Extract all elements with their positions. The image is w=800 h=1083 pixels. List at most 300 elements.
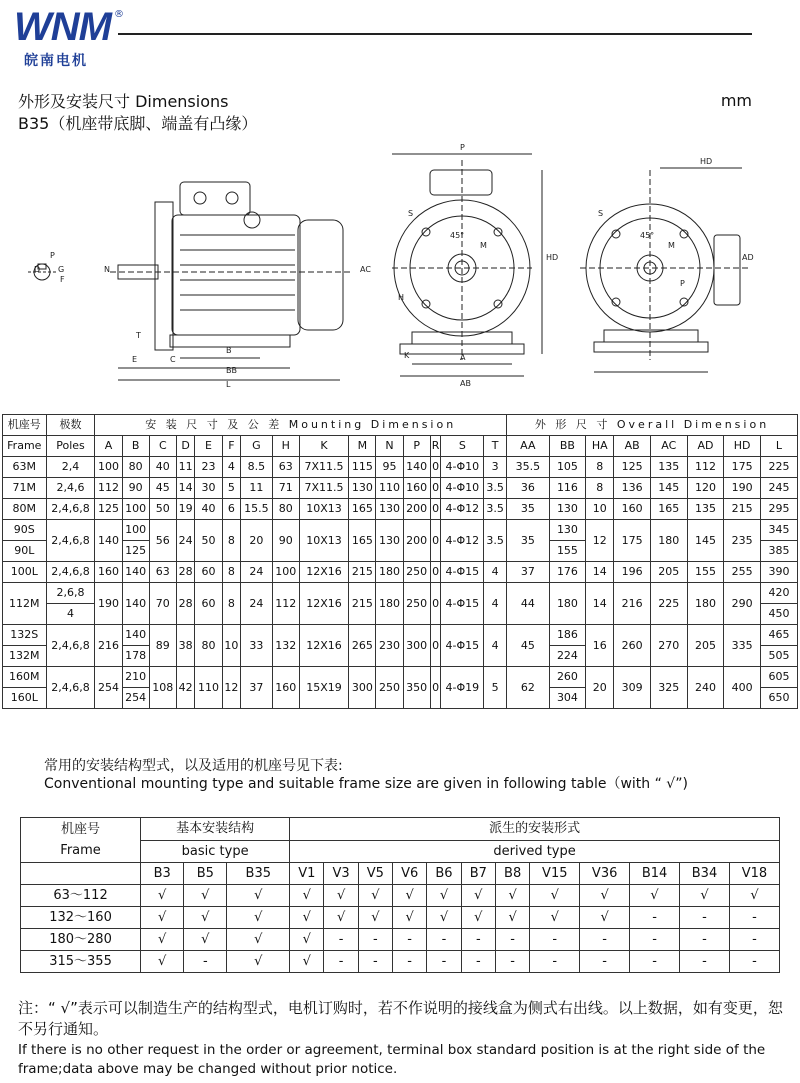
drawing-label: 45° bbox=[640, 231, 655, 240]
value-cell: 5 bbox=[222, 478, 241, 499]
frame-cell: 112M bbox=[3, 583, 47, 625]
drawing-label: G bbox=[58, 265, 65, 274]
value-cell: 4-Φ15 bbox=[441, 562, 484, 583]
mark-cell: √ bbox=[427, 885, 461, 907]
column-header: V18 bbox=[729, 863, 779, 885]
column-header: V15 bbox=[530, 863, 580, 885]
drawing-label: P bbox=[50, 251, 55, 260]
value-cell: 145 bbox=[650, 478, 687, 499]
value-cell: 205 bbox=[687, 625, 724, 667]
value-cell: 80 bbox=[122, 457, 149, 478]
mark-cell: √ bbox=[184, 907, 227, 929]
mark-cell: - bbox=[358, 951, 392, 973]
value-cell: 3.5 bbox=[484, 499, 507, 520]
value-cell: 216 bbox=[95, 625, 122, 667]
logo-wordmark: WNM bbox=[14, 5, 111, 49]
value-cell: 250 bbox=[403, 562, 430, 583]
value-cell: 37 bbox=[507, 562, 550, 583]
column-header: V5 bbox=[358, 863, 392, 885]
value-cell: 205 bbox=[650, 562, 687, 583]
value-cell: 155 bbox=[687, 562, 724, 583]
value-cell: 160 bbox=[95, 562, 122, 583]
value-cell: 216 bbox=[614, 583, 651, 625]
value-cell: 5 bbox=[484, 667, 507, 709]
value-cell: 10X13 bbox=[299, 499, 348, 520]
drawing-label: S bbox=[408, 209, 414, 218]
value-cell: 10 bbox=[222, 625, 241, 667]
value-cell: 100 bbox=[95, 457, 122, 478]
mark-cell: √ bbox=[227, 885, 290, 907]
value-cell: 225 bbox=[760, 457, 797, 478]
value-cell: 116 bbox=[549, 478, 586, 499]
value-cell: 140 bbox=[95, 520, 122, 562]
drawing-label: HD bbox=[700, 157, 713, 166]
mark-cell: - bbox=[184, 951, 227, 973]
value-cell: 62 bbox=[507, 667, 550, 709]
value-cell: 175 bbox=[614, 520, 651, 562]
mark-cell: √ bbox=[290, 951, 324, 973]
value-cell: 120 bbox=[687, 478, 724, 499]
value-cell: 160 bbox=[272, 667, 299, 709]
value-cell: 420 bbox=[760, 583, 797, 604]
value-cell: 45 bbox=[507, 625, 550, 667]
value-cell: 176 bbox=[549, 562, 586, 583]
value-cell: 12X16 bbox=[299, 583, 348, 625]
column-header: D bbox=[176, 436, 195, 457]
value-cell: 196 bbox=[614, 562, 651, 583]
value-cell: 0 bbox=[430, 520, 441, 562]
mark-cell: √ bbox=[324, 907, 358, 929]
value-cell: 325 bbox=[650, 667, 687, 709]
value-cell: 160 bbox=[614, 499, 651, 520]
unit-label: mm bbox=[720, 91, 752, 110]
header-derived-zh: 派生的安装形式 bbox=[290, 818, 780, 841]
column-header: AB bbox=[614, 436, 651, 457]
frame-cell: 90L bbox=[3, 541, 47, 562]
column-header: V36 bbox=[580, 863, 630, 885]
table-row bbox=[3, 457, 798, 478]
column-header: V3 bbox=[324, 863, 358, 885]
value-cell: 0 bbox=[430, 562, 441, 583]
column-header: AC bbox=[650, 436, 687, 457]
mark-cell: - bbox=[324, 951, 358, 973]
value-cell: 6 bbox=[222, 499, 241, 520]
value-cell: 140 bbox=[122, 562, 149, 583]
value-cell: 0 bbox=[430, 583, 441, 625]
value-cell: 28 bbox=[176, 583, 195, 625]
value-cell: 24 bbox=[241, 562, 273, 583]
mark-cell: - bbox=[427, 951, 461, 973]
drawing-label: AC bbox=[360, 265, 371, 274]
mark-cell: - bbox=[324, 929, 358, 951]
mark-cell: √ bbox=[495, 907, 529, 929]
value-cell: 0 bbox=[430, 499, 441, 520]
drawing-label: 45° bbox=[450, 231, 465, 240]
header-poles: Poles bbox=[46, 436, 95, 457]
value-cell: 450 bbox=[760, 604, 797, 625]
value-cell: 180 bbox=[549, 583, 586, 625]
value-cell: 112 bbox=[687, 457, 724, 478]
value-cell: 45 bbox=[149, 478, 176, 499]
value-cell: 250 bbox=[376, 667, 403, 709]
column-header: V1 bbox=[290, 863, 324, 885]
column-header: B7 bbox=[461, 863, 495, 885]
value-cell: 132 bbox=[272, 625, 299, 667]
mark-cell: - bbox=[358, 929, 392, 951]
value-cell: 63 bbox=[149, 562, 176, 583]
drawing-label: AD bbox=[742, 253, 754, 262]
page-subtitle: B35（机座带底脚、端盖有凸缘） bbox=[18, 114, 258, 133]
value-cell: 14 bbox=[176, 478, 195, 499]
column-header: S bbox=[441, 436, 484, 457]
value-cell: 130 bbox=[549, 499, 586, 520]
value-cell: 4 bbox=[484, 583, 507, 625]
value-cell: 12 bbox=[586, 520, 614, 562]
drawing-label: P bbox=[680, 279, 685, 288]
column-header: M bbox=[349, 436, 376, 457]
mark-cell: - bbox=[630, 951, 680, 973]
column-header: K bbox=[299, 436, 348, 457]
header-spacer bbox=[21, 863, 141, 885]
value-cell: 140 bbox=[122, 583, 149, 625]
value-cell: 7X11.5 bbox=[299, 457, 348, 478]
dims-header-group bbox=[3, 415, 798, 436]
column-header: B14 bbox=[630, 863, 680, 885]
value-cell: 4-Φ15 bbox=[441, 625, 484, 667]
value-cell: 309 bbox=[614, 667, 651, 709]
frame-cell: 315～355 bbox=[21, 951, 141, 973]
drawing-label: S bbox=[598, 209, 604, 218]
motor-drawings bbox=[20, 140, 780, 390]
value-cell: 130 bbox=[349, 478, 376, 499]
value-cell: 11 bbox=[176, 457, 195, 478]
value-cell: 35.5 bbox=[507, 457, 550, 478]
value-cell: 390 bbox=[760, 562, 797, 583]
column-header: B bbox=[122, 436, 149, 457]
value-cell: 10X13 bbox=[299, 520, 348, 562]
value-cell: 180 bbox=[687, 583, 724, 625]
value-cell: 180 bbox=[376, 562, 403, 583]
frame-cell: 132S bbox=[3, 625, 47, 646]
value-cell: 14 bbox=[586, 562, 614, 583]
column-header: C bbox=[149, 436, 176, 457]
header-basic-zh: 基本安装结构 bbox=[141, 818, 290, 841]
column-header: HA bbox=[586, 436, 614, 457]
value-cell: 175 bbox=[724, 457, 761, 478]
shaft-key-detail bbox=[28, 264, 56, 280]
table-row bbox=[21, 951, 780, 973]
mark-cell: - bbox=[580, 951, 630, 973]
poles-cell: 2,6,8 bbox=[46, 583, 95, 604]
value-cell: 7X11.5 bbox=[299, 478, 348, 499]
mark-cell: √ bbox=[461, 907, 495, 929]
column-header: B3 bbox=[141, 863, 184, 885]
value-cell: 100 bbox=[272, 562, 299, 583]
drawing-label: A bbox=[460, 353, 466, 362]
mark-cell: √ bbox=[141, 929, 184, 951]
mark-cell: - bbox=[680, 951, 730, 973]
value-cell: 112 bbox=[272, 583, 299, 625]
column-header: B8 bbox=[495, 863, 529, 885]
mark-cell: √ bbox=[227, 907, 290, 929]
mark-cell: √ bbox=[427, 907, 461, 929]
value-cell: 12X16 bbox=[299, 562, 348, 583]
value-cell: 8 bbox=[586, 478, 614, 499]
column-header: AD bbox=[687, 436, 724, 457]
mount-header-columns bbox=[21, 863, 780, 885]
value-cell: 8 bbox=[222, 520, 241, 562]
column-header: E bbox=[195, 436, 222, 457]
value-cell: 115 bbox=[349, 457, 376, 478]
value-cell: 15X19 bbox=[299, 667, 348, 709]
column-header: A bbox=[95, 436, 122, 457]
mark-cell: √ bbox=[141, 907, 184, 929]
value-cell: 50 bbox=[149, 499, 176, 520]
poles-cell: 2,4,6 bbox=[46, 478, 95, 499]
value-cell: 42 bbox=[176, 667, 195, 709]
value-cell: 24 bbox=[176, 520, 195, 562]
value-cell: 8 bbox=[586, 457, 614, 478]
value-cell: 265 bbox=[349, 625, 376, 667]
mark-cell: √ bbox=[729, 885, 779, 907]
poles-cell: 2,4,6,8 bbox=[46, 625, 95, 667]
table-row bbox=[21, 885, 780, 907]
value-cell: 4-Φ10 bbox=[441, 457, 484, 478]
mount-header-zh bbox=[21, 818, 780, 841]
mark-cell: √ bbox=[580, 885, 630, 907]
value-cell: 240 bbox=[687, 667, 724, 709]
mark-cell: - bbox=[729, 929, 779, 951]
value-cell: 4-Φ19 bbox=[441, 667, 484, 709]
column-header: B34 bbox=[680, 863, 730, 885]
column-header: R bbox=[430, 436, 441, 457]
column-header: H bbox=[272, 436, 299, 457]
value-cell: 4-Φ12 bbox=[441, 520, 484, 562]
value-cell: 180 bbox=[376, 583, 403, 625]
value-cell: 33 bbox=[241, 625, 273, 667]
registered-mark: ® bbox=[114, 9, 124, 20]
value-cell: 125 bbox=[95, 499, 122, 520]
mark-cell: - bbox=[580, 929, 630, 951]
drawing-label: BB bbox=[226, 366, 237, 375]
drawing-label: F bbox=[60, 275, 65, 284]
value-cell: 165 bbox=[349, 499, 376, 520]
value-cell: 465 bbox=[760, 625, 797, 646]
value-cell: 12X16 bbox=[299, 625, 348, 667]
value-cell: 210 bbox=[122, 667, 149, 688]
value-cell: 260 bbox=[614, 625, 651, 667]
value-cell: 200 bbox=[403, 520, 430, 562]
table-row bbox=[3, 478, 798, 499]
frame-cell: 80M bbox=[3, 499, 47, 520]
table-row bbox=[21, 907, 780, 929]
value-cell: 108 bbox=[149, 667, 176, 709]
value-cell: 80 bbox=[195, 625, 222, 667]
value-cell: 10 bbox=[586, 499, 614, 520]
value-cell: 140 bbox=[403, 457, 430, 478]
value-cell: 110 bbox=[376, 478, 403, 499]
value-cell: 8 bbox=[222, 583, 241, 625]
column-header: T bbox=[484, 436, 507, 457]
value-cell: 23 bbox=[195, 457, 222, 478]
mounting-type-table bbox=[20, 817, 780, 973]
poles-cell: 2,4,6,8 bbox=[46, 520, 95, 562]
mark-cell: - bbox=[495, 951, 529, 973]
mark-cell: √ bbox=[630, 885, 680, 907]
frame-cell: 63M bbox=[3, 457, 47, 478]
value-cell: 20 bbox=[586, 667, 614, 709]
value-cell: 4-Φ12 bbox=[441, 499, 484, 520]
value-cell: 304 bbox=[549, 688, 586, 709]
table-row bbox=[3, 625, 798, 646]
notes bbox=[18, 998, 788, 1079]
header-mounting: 安 装 尺 寸 及 公 差 Mounting Dimension bbox=[95, 415, 507, 436]
value-cell: 0 bbox=[430, 457, 441, 478]
value-cell: 60 bbox=[195, 583, 222, 625]
mark-cell: √ bbox=[141, 885, 184, 907]
value-cell: 0 bbox=[430, 625, 441, 667]
table-row bbox=[3, 520, 798, 541]
value-cell: 8.5 bbox=[241, 457, 273, 478]
value-cell: 90 bbox=[122, 478, 149, 499]
value-cell: 165 bbox=[650, 499, 687, 520]
value-cell: 71 bbox=[272, 478, 299, 499]
column-header: BB bbox=[549, 436, 586, 457]
mark-cell: √ bbox=[324, 885, 358, 907]
mark-cell: √ bbox=[530, 907, 580, 929]
frame-cell: 90S bbox=[3, 520, 47, 541]
drawing-label: E bbox=[132, 355, 138, 364]
value-cell: 11 bbox=[241, 478, 273, 499]
header-poles-zh: 极数 bbox=[46, 415, 95, 436]
mark-cell: √ bbox=[184, 885, 227, 907]
header-frame: Frame bbox=[3, 436, 47, 457]
value-cell: 130 bbox=[376, 499, 403, 520]
mark-cell: - bbox=[393, 951, 427, 973]
value-cell: 254 bbox=[95, 667, 122, 709]
header-frame-zh: 机座号 bbox=[3, 415, 47, 436]
value-cell: 0 bbox=[430, 667, 441, 709]
frame-cell: 132M bbox=[3, 646, 47, 667]
value-cell: 0 bbox=[430, 478, 441, 499]
mark-cell: √ bbox=[358, 885, 392, 907]
value-cell: 20 bbox=[241, 520, 273, 562]
value-cell: 16 bbox=[586, 625, 614, 667]
table-row bbox=[3, 499, 798, 520]
frame-cell: 71M bbox=[3, 478, 47, 499]
value-cell: 130 bbox=[549, 520, 586, 541]
poles-cell: 2,4,6,8 bbox=[46, 499, 95, 520]
header-frame bbox=[21, 818, 141, 863]
value-cell: 8 bbox=[222, 562, 241, 583]
header-derived-en: derived type bbox=[290, 840, 780, 863]
value-cell: 235 bbox=[724, 520, 761, 562]
value-cell: 505 bbox=[760, 646, 797, 667]
mark-cell: √ bbox=[495, 885, 529, 907]
frame-cell: 100L bbox=[3, 562, 47, 583]
drawing-label: D bbox=[34, 265, 41, 274]
value-cell: 300 bbox=[403, 625, 430, 667]
note-en: If there is no other request in the order or agreement, terminal box standard position is at the right side of the frame;data above may be changed without prior notice. bbox=[18, 1042, 766, 1077]
mark-cell: √ bbox=[184, 929, 227, 951]
mark-cell: - bbox=[461, 951, 495, 973]
value-cell: 215 bbox=[349, 562, 376, 583]
value-cell: 12 bbox=[222, 667, 241, 709]
value-cell: 3 bbox=[484, 457, 507, 478]
value-cell: 178 bbox=[122, 646, 149, 667]
value-cell: 125 bbox=[122, 541, 149, 562]
value-cell: 135 bbox=[687, 499, 724, 520]
mark-cell: √ bbox=[227, 929, 290, 951]
value-cell: 56 bbox=[149, 520, 176, 562]
value-cell: 19 bbox=[176, 499, 195, 520]
value-cell: 135 bbox=[650, 457, 687, 478]
value-cell: 15.5 bbox=[241, 499, 273, 520]
table-row bbox=[3, 562, 798, 583]
value-cell: 4 bbox=[222, 457, 241, 478]
value-cell: 95 bbox=[376, 457, 403, 478]
front-view bbox=[392, 154, 542, 376]
column-header: P bbox=[403, 436, 430, 457]
value-cell: 24 bbox=[241, 583, 273, 625]
poles-cell: 4 bbox=[46, 604, 95, 625]
value-cell: 40 bbox=[149, 457, 176, 478]
value-cell: 63 bbox=[272, 457, 299, 478]
value-cell: 38 bbox=[176, 625, 195, 667]
value-cell: 110 bbox=[195, 667, 222, 709]
mark-cell: - bbox=[495, 929, 529, 951]
header-overall: 外 形 尺 寸 Overall Dimension bbox=[507, 415, 798, 436]
value-cell: 37 bbox=[241, 667, 273, 709]
value-cell: 130 bbox=[376, 520, 403, 562]
value-cell: 300 bbox=[349, 667, 376, 709]
mark-cell: - bbox=[680, 929, 730, 951]
table-row bbox=[3, 667, 798, 688]
drawing-label: B bbox=[226, 346, 232, 355]
value-cell: 190 bbox=[724, 478, 761, 499]
value-cell: 224 bbox=[549, 646, 586, 667]
dimensions-table bbox=[2, 414, 798, 709]
drawing-label: HD bbox=[546, 253, 559, 262]
value-cell: 100 bbox=[122, 499, 149, 520]
frame-cell: 63～112 bbox=[21, 885, 141, 907]
value-cell: 180 bbox=[650, 520, 687, 562]
value-cell: 190 bbox=[95, 583, 122, 625]
title-block bbox=[18, 91, 778, 135]
mark-cell: √ bbox=[358, 907, 392, 929]
end-view bbox=[580, 168, 750, 372]
drawing-label: N bbox=[104, 265, 110, 274]
poles-cell: 2,4,6,8 bbox=[46, 562, 95, 583]
table-row bbox=[21, 929, 780, 951]
mark-cell: √ bbox=[680, 885, 730, 907]
value-cell: 125 bbox=[614, 457, 651, 478]
mark-cell: - bbox=[680, 907, 730, 929]
drawing-label: AB bbox=[460, 379, 471, 388]
value-cell: 400 bbox=[724, 667, 761, 709]
mark-cell: - bbox=[630, 907, 680, 929]
value-cell: 30 bbox=[195, 478, 222, 499]
frame-cell: 160M bbox=[3, 667, 47, 688]
value-cell: 4 bbox=[484, 625, 507, 667]
mark-cell: √ bbox=[393, 885, 427, 907]
drawing-label: H bbox=[398, 293, 405, 302]
value-cell: 385 bbox=[760, 541, 797, 562]
value-cell: 200 bbox=[403, 499, 430, 520]
column-header: V6 bbox=[393, 863, 427, 885]
frame-cell: 160L bbox=[3, 688, 47, 709]
drawing-label: K bbox=[404, 351, 410, 360]
